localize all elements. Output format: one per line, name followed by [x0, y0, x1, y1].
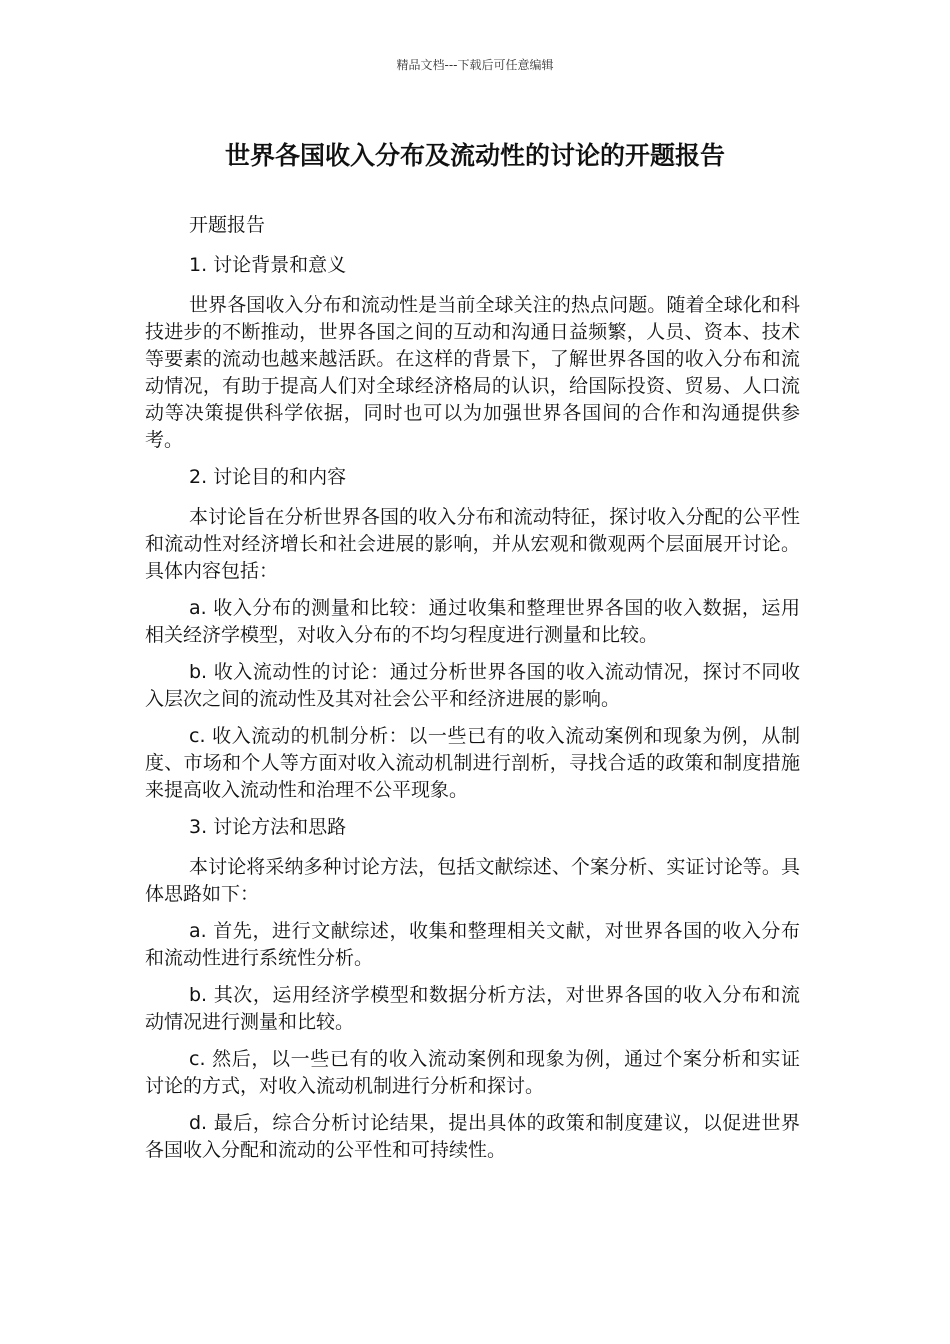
page-header-note: 精品文档---下载后可任意编辑: [396, 58, 554, 72]
section-label-report: 开题报告: [189, 214, 266, 236]
paragraph-purpose: 本讨论旨在分析世界各国的收入分布和流动特征，探讨收入分配的公平性和流动性对经济增长和社会进展的影响，并从宏观和微观两个层面展开讨论。具体内容包括：: [145, 506, 800, 582]
list-item-methods-d: d. 最后，综合分析讨论结果，提出具体的政策和制度建议，以促进世界各国收入分配和流动的公平性和可持续性。: [145, 1112, 800, 1161]
paragraph-background: 世界各国收入分布和流动性是当前全球关注的热点问题。随着全球化和科技进步的不断推动，世界各国之间的互动和沟通日益频繁，人员、资本、技术等要素的流动也越来越活跃。在这样的背景下，了解世界各国的收入分布和流动情况，有助于提高人们对全球经济格局的认识，给国际投资、贸易、人口流动等决策提供科学依据，同时也可以为加强世界各国间的合作和沟通提供参考。: [145, 294, 800, 451]
section-heading-purpose: 2. 讨论目的和内容: [189, 466, 347, 488]
paragraph-methods: 本讨论将采纳多种讨论方法，包括文献综述、个案分析、实证讨论等。具体思路如下：: [145, 856, 800, 905]
list-item-purpose-a: a. 收入分布的测量和比较：通过收集和整理世界各国的收入数据，运用相关经济学模型，对收入分布的不均匀程度进行测量和比较。: [145, 597, 800, 646]
document-title: 世界各国收入分布及流动性的讨论的开题报告: [224, 141, 725, 170]
section-heading-methods: 3. 讨论方法和思路: [189, 816, 347, 838]
list-item-methods-c: c. 然后，以一些已有的收入流动案例和现象为例，通过个案分析和实证讨论的方式，对收入流动机制进行分析和探讨。: [145, 1048, 800, 1097]
list-item-methods-a: a. 首先，进行文献综述，收集和整理相关文献，对世界各国的收入分布和流动性进行系统性分析。: [145, 920, 800, 969]
list-item-purpose-c: c. 收入流动的机制分析：以一些已有的收入流动案例和现象为例，从制度、市场和个人等方面对收入流动机制进行剖析，寻找合适的政策和制度措施来提高收入流动性和治理不公平现象。: [145, 725, 800, 801]
document-body: [145, 212, 800, 1174]
section-heading-background: 1. 讨论背景和意义: [189, 254, 347, 276]
list-item-methods-b: b. 其次，运用经济学模型和数据分析方法，对世界各国的收入分布和流动情况进行测量和比较。: [145, 984, 800, 1033]
list-item-purpose-b: b. 收入流动性的讨论：通过分析世界各国的收入流动情况，探讨不同收入层次之间的流动性及其对社会公平和经济进展的影响。: [145, 661, 800, 710]
